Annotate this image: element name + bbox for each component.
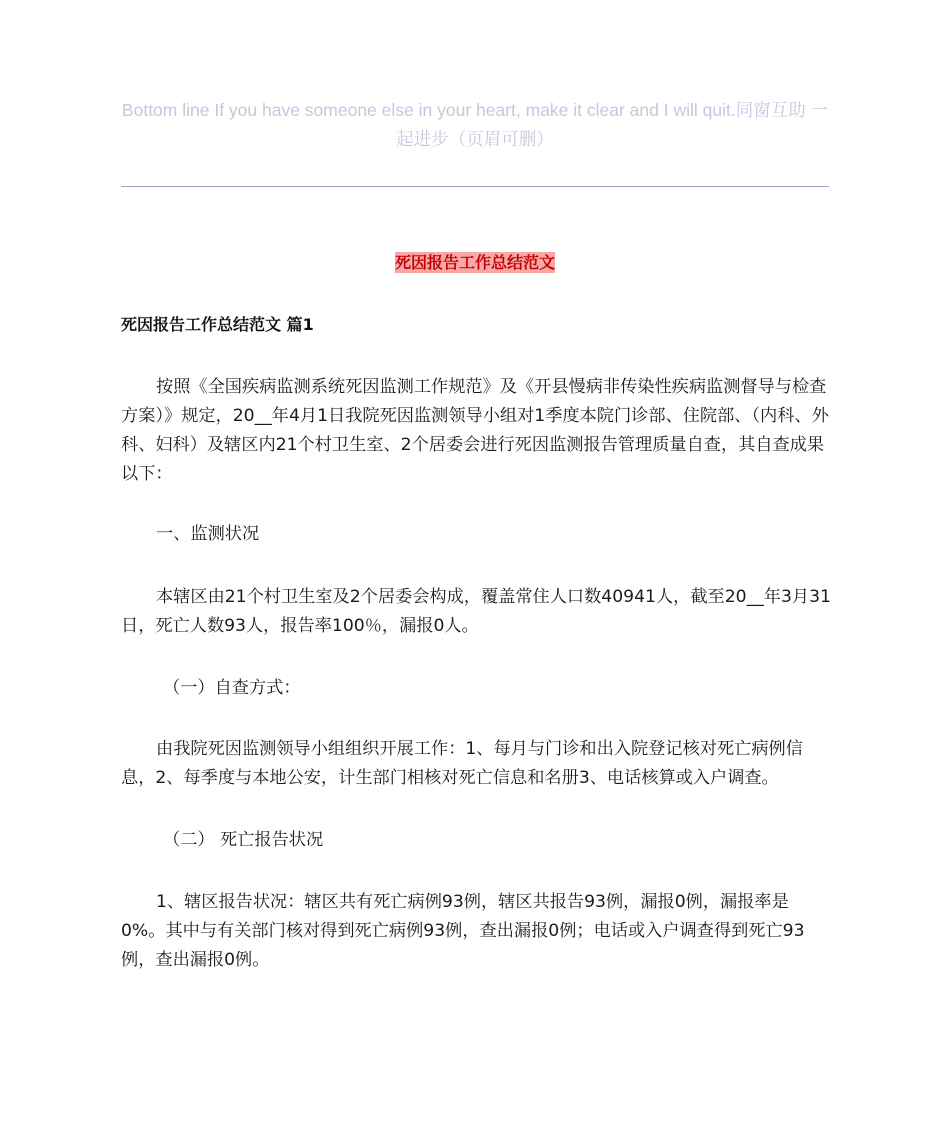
paragraph-monitoring-body: 本辖区由21个村卫生室及2个居委会构成，覆盖常住人口数40941人，截至20__年3月31日，死亡人数93人，报告率100％，漏报0人。	[121, 587, 831, 636]
paragraph-death-report-heading: （二） 死亡报告状况	[163, 830, 324, 850]
paragraph-self-check-body: 由我院死因监测领导小组组织开展工作：1、每月与门诊和出入院登记核对死亡病例信息，2、每季度与本地公安，计生部门相核对死亡信息和名册3、电话核算或入户调查。	[121, 739, 803, 788]
document-title	[0, 250, 950, 276]
document-title-text: 死因报告工作总结范文	[394, 253, 555, 272]
header-divider	[121, 186, 829, 187]
paragraph-monitoring-heading: 一、监测状况	[156, 524, 260, 544]
paragraph-self-check-heading: （一）自查方式：	[163, 678, 301, 698]
paragraph-death-report-body: 1、辖区报告状况：辖区共有死亡病例93例，辖区共报告93例，漏报0例，漏报率是0%。其中与有关部门核对得到死亡病例93例，查出漏报0例；电话或入户调查得到死亡93例，查出漏报0例。	[121, 892, 805, 970]
section-heading: 死因报告工作总结范文 篇1	[121, 315, 314, 334]
page-header-text: Bottom line If you have someone else in your heart, make it clear and I will quit.同窗互助 一起进步（页眉可删）	[121, 100, 829, 149]
paragraph-intro: 按照《全国疾病监测系统死因监测工作规范》及《开县慢病非传染性疾病监测督导与检查方案）》规定，20__年4月1日我院死因监测领导小组对1季度本院门诊部、住院部、（内科、外科、妇科）及辖区内21个村卫生室、2个居委会进行死因监测报告管理质量自查，其自查成果以下：	[121, 377, 829, 484]
